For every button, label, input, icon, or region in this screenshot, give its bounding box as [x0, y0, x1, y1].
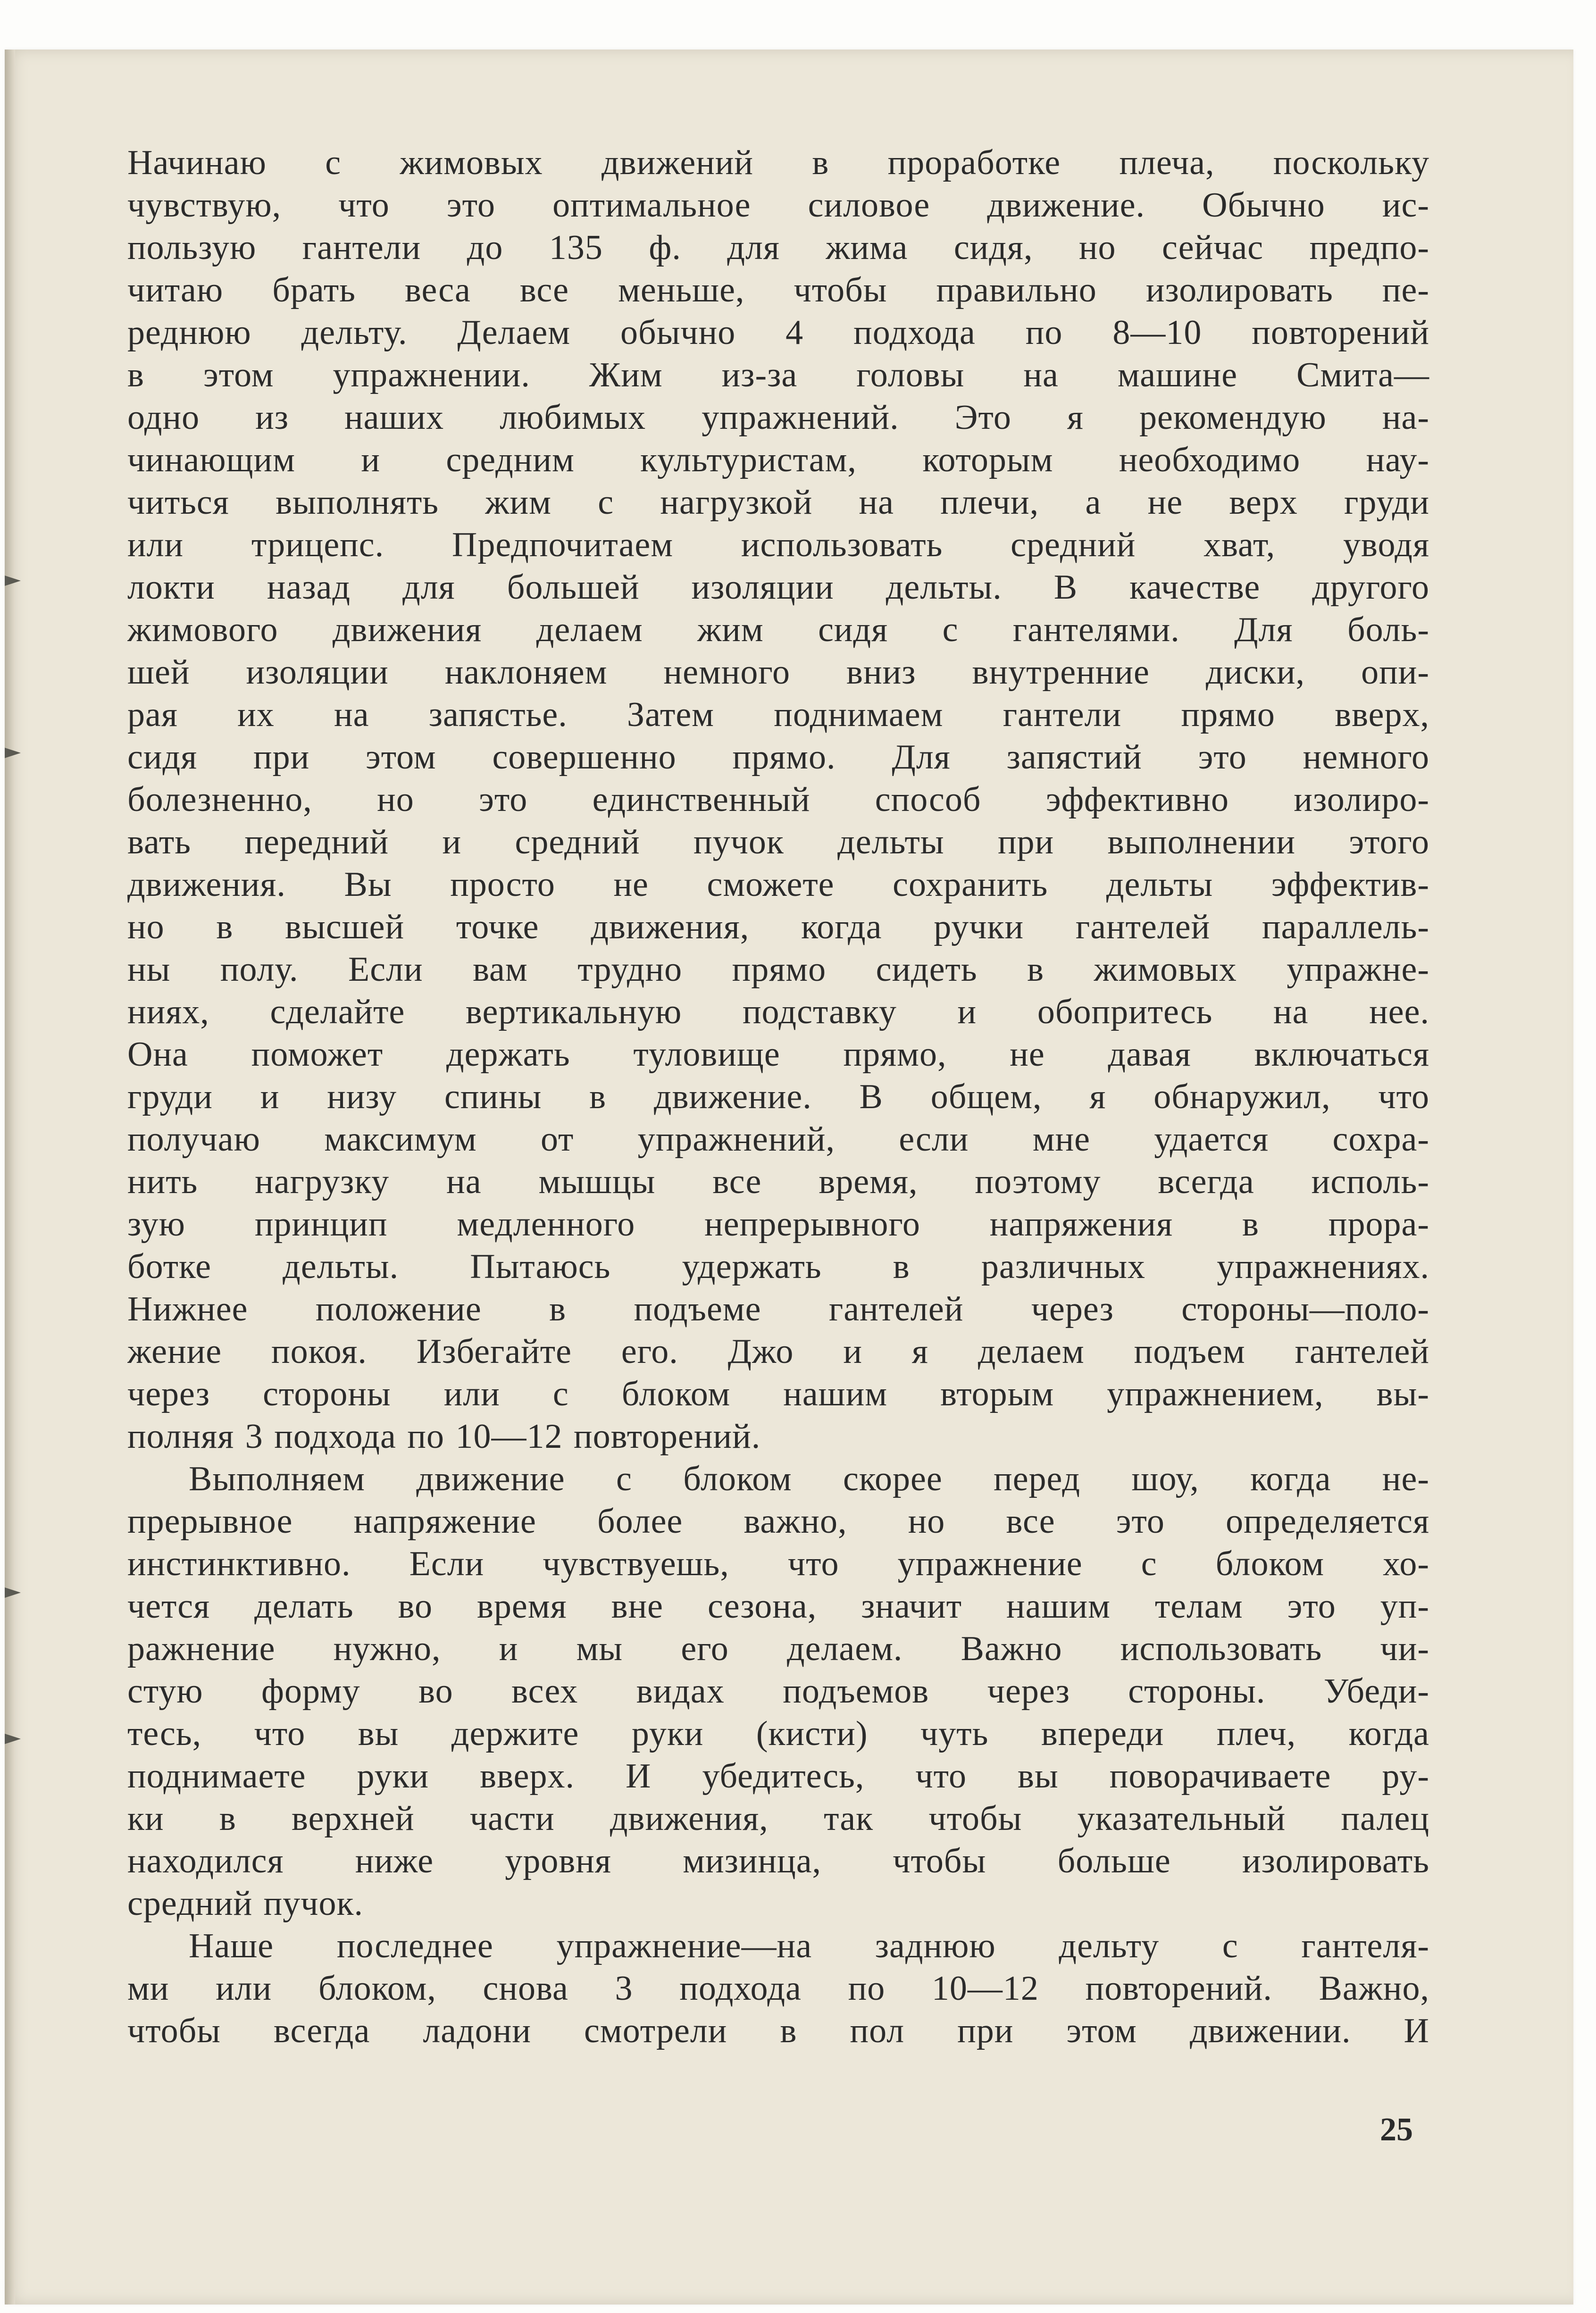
text-line: чтобы всегда ладони смотрели в пол при этом движении. И: [127, 2012, 1429, 2050]
text-line: реднюю дельту. Делаем обычно 4 подхода по 8—10 повторений: [127, 313, 1429, 352]
text-line: ки в верхней части движения, так чтобы указательный палец: [127, 1799, 1429, 1838]
text-line: инстинктивно. Если чувствуешь, что упражнение с блоком хо-: [127, 1545, 1429, 1583]
text-line: поднимаете руки вверх. И убедитесь, что вы поворачиваете ру-: [127, 1757, 1429, 1795]
text-line: Выполняем движение с блоком скорее перед шоу, когда не-: [189, 1460, 1429, 1498]
text-line: рая их на запястье. Затем поднимаем гантели прямо вверх,: [127, 695, 1429, 734]
text-line: ми или блоком, снова 3 подхода по 10—12 повторений. Важно,: [127, 1969, 1429, 2008]
text-line: или трицепс. Предпочитаем использовать средний хват, уводя: [127, 526, 1429, 564]
text-line: ботке дельты. Пытаюсь удержать в различных упражнениях.: [127, 1247, 1429, 1286]
text-line: жение покоя. Избегайте его. Джо и я делаем подъем гантелей: [127, 1332, 1429, 1371]
page-left-edge: [5, 50, 15, 2305]
text-line: болезненно, но это единственный способ эффективно изолиро-: [127, 780, 1429, 819]
text-line: сидя при этом совершенно прямо. Для запястий это немного: [127, 738, 1429, 777]
text-line: полняя 3 подхода по 10—12 повторений.: [127, 1417, 761, 1456]
text-line: но в высшей точке движения, когда ручки гантелей параллель-: [127, 908, 1429, 946]
text-line: прерывное напряжение более важно, но все это определяется: [127, 1502, 1429, 1541]
text-line: в этом упражнении. Жим из-за головы на машине Смита—: [127, 356, 1429, 394]
text-line: чинающим и средним культуристам, которым необходимо нау-: [127, 441, 1429, 479]
text-line: тесь, что вы держите руки (кисти) чуть впереди плеч, когда: [127, 1714, 1429, 1753]
text-line: средний пучок.: [127, 1884, 363, 1923]
text-line: через стороны или с блоком нашим вторым упражнением, вы-: [127, 1375, 1429, 1413]
text-line: одно из наших любимых упражнений. Это я рекомендую на-: [127, 398, 1429, 437]
body-text: [127, 142, 1429, 2052]
text-line: нить нагрузку на мышцы все время, поэтому всегда исполь-: [127, 1162, 1429, 1201]
text-line: вать передний и средний пучок дельты при выполнении этого: [127, 823, 1429, 861]
text-line: ражнение нужно, и мы его делаем. Важно использовать чи-: [127, 1629, 1429, 1668]
text-line: груди и низу спины в движение. В общем, я обнаружил, что: [127, 1077, 1429, 1116]
text-line: стую форму во всех видах подъемов через стороны. Убеди-: [127, 1672, 1429, 1711]
text-line: Наше последнее упражнение—на заднюю дельту с гантеля-: [189, 1927, 1429, 1965]
text-line: шей изоляции наклоняем немного вниз внутренние диски, опи-: [127, 653, 1429, 692]
text-line: чется делать во время вне сезона, значит нашим телам это уп-: [127, 1587, 1429, 1626]
text-line: ны полу. Если вам трудно прямо сидеть в жимовых упражне-: [127, 950, 1429, 989]
text-line: читаю брать веса все меньше, чтобы правильно изолировать пе-: [127, 271, 1429, 309]
text-line: пользую гантели до 135 ф. для жима сидя, но сейчас предпо-: [127, 228, 1429, 267]
text-line: ниях, сделайте вертикальную подставку и обопритесь на нее.: [127, 993, 1429, 1031]
text-line: жимового движения делаем жим сидя с гантелями. Для боль-: [127, 610, 1429, 649]
text-line: Она поможет держать туловище прямо, не давая включаться: [127, 1035, 1429, 1074]
text-line: локти назад для большей изоляции дельты. В качестве другого: [127, 568, 1429, 607]
text-line: чувствую, что это оптимальное силовое движение. Обычно ис-: [127, 186, 1429, 225]
text-line: Нижнее положение в подъеме гантелей через стороны—поло-: [127, 1290, 1429, 1328]
text-line: Начинаю с жимовых движений в проработке плеча, поскольку: [127, 143, 1429, 182]
text-line: читься выполнять жим с нагрузкой на плечи, а не верх груди: [127, 483, 1429, 522]
page-number: 25: [1380, 2112, 1413, 2148]
text-line: зую принцип медленного непрерывного напряжения в прора-: [127, 1205, 1429, 1244]
text-line: получаю максимум от упражнений, если мне удается сохра-: [127, 1120, 1429, 1159]
text-line: находился ниже уровня мизинца, чтобы больше изолировать: [127, 1842, 1429, 1880]
text-line: движения. Вы просто не сможете сохранить дельты эффектив-: [127, 865, 1429, 904]
